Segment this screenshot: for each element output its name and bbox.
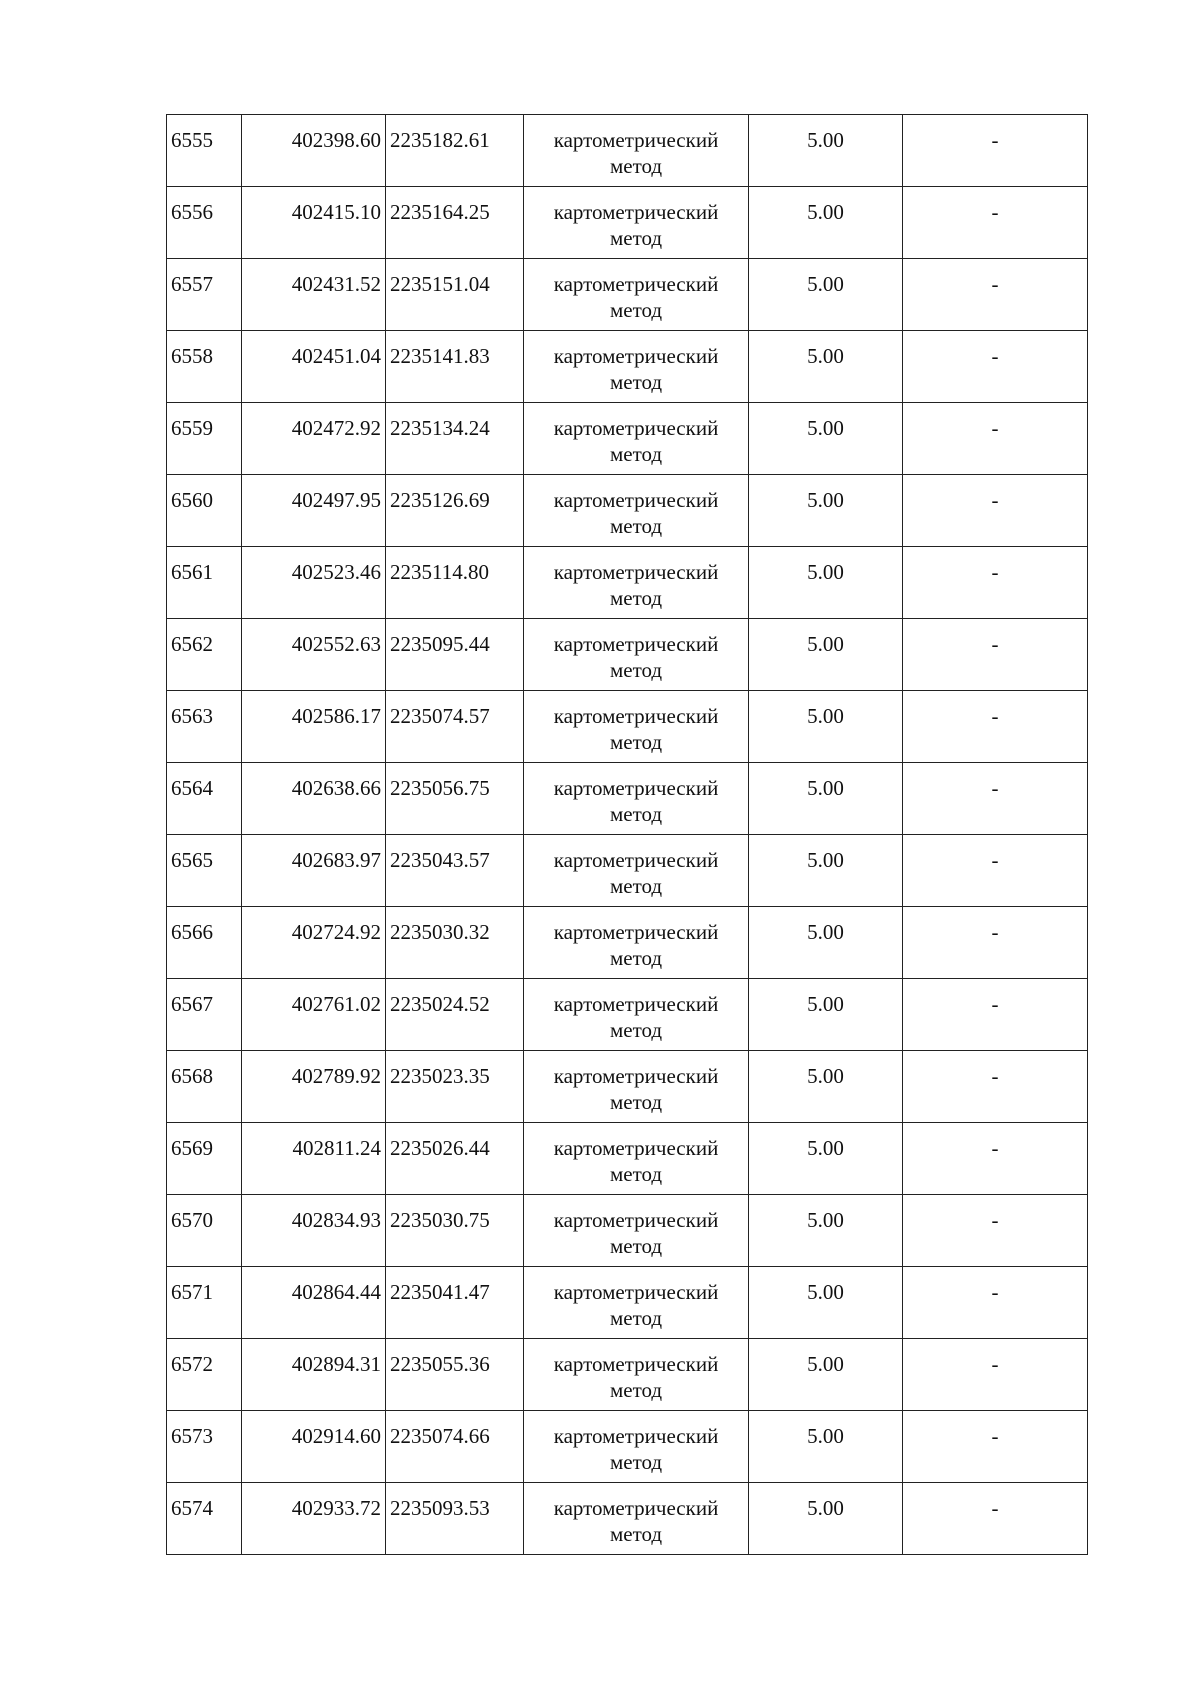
accuracy-cell: 5.00 [749, 1123, 903, 1195]
method-text-line2: метод [609, 226, 663, 250]
x-coordinate-cell: 402451.04 [242, 331, 386, 403]
point-number-cell: 6574 [167, 1483, 242, 1555]
method-text-line1: картометрический [553, 848, 719, 872]
method-text-line2: метод [609, 1306, 663, 1330]
x-coordinate-cell: 402761.02 [242, 979, 386, 1051]
note-cell: - [903, 763, 1088, 835]
method-text-line1: картометрический [553, 1064, 719, 1088]
accuracy-cell: 5.00 [749, 115, 903, 187]
table-row [167, 1123, 1088, 1195]
y-coordinate-cell: 2235074.57 [386, 691, 524, 763]
accuracy-cell: 5.00 [749, 835, 903, 907]
method-cell [524, 1483, 749, 1555]
point-number-cell: 6565 [167, 835, 242, 907]
x-coordinate-cell: 402834.93 [242, 1195, 386, 1267]
table-row [167, 619, 1088, 691]
note-cell: - [903, 1195, 1088, 1267]
table-row [167, 1267, 1088, 1339]
method-text-line1: картометрический [553, 344, 719, 368]
method-text-line1: картометрический [553, 1424, 719, 1448]
x-coordinate-cell: 402894.31 [242, 1339, 386, 1411]
method-cell [524, 475, 749, 547]
note-cell: - [903, 1339, 1088, 1411]
method-cell [524, 979, 749, 1051]
accuracy-cell: 5.00 [749, 547, 903, 619]
table-row [167, 403, 1088, 475]
accuracy-cell: 5.00 [749, 259, 903, 331]
method-text-line1: картометрический [553, 1352, 719, 1376]
y-coordinate-cell: 2235023.35 [386, 1051, 524, 1123]
accuracy-cell: 5.00 [749, 979, 903, 1051]
method-cell [524, 403, 749, 475]
note-cell: - [903, 1267, 1088, 1339]
table-row [167, 187, 1088, 259]
method-text-line2: метод [609, 802, 663, 826]
x-coordinate-cell: 402933.72 [242, 1483, 386, 1555]
method-text-line1: картометрический [553, 920, 719, 944]
x-coordinate-cell: 402523.46 [242, 547, 386, 619]
x-coordinate-cell: 402415.10 [242, 187, 386, 259]
point-number-cell: 6569 [167, 1123, 242, 1195]
table-row [167, 763, 1088, 835]
method-cell [524, 1195, 749, 1267]
y-coordinate-cell: 2235093.53 [386, 1483, 524, 1555]
x-coordinate-cell: 402398.60 [242, 115, 386, 187]
note-cell: - [903, 691, 1088, 763]
table-row [167, 115, 1088, 187]
point-number-cell: 6558 [167, 331, 242, 403]
method-text-line2: метод [609, 1378, 663, 1402]
method-text-line2: метод [609, 1522, 663, 1546]
point-number-cell: 6556 [167, 187, 242, 259]
method-text-line2: метод [609, 298, 663, 322]
note-cell: - [903, 331, 1088, 403]
method-cell [524, 547, 749, 619]
note-cell: - [903, 259, 1088, 331]
method-text-line2: метод [609, 1234, 663, 1258]
method-cell [524, 619, 749, 691]
method-text-line1: картометрический [553, 992, 719, 1016]
table-row [167, 1483, 1088, 1555]
accuracy-cell: 5.00 [749, 691, 903, 763]
accuracy-cell: 5.00 [749, 1051, 903, 1123]
method-cell [524, 259, 749, 331]
method-text-line1: картометрический [553, 704, 719, 728]
table-row [167, 1411, 1088, 1483]
method-text-line1: картометрический [553, 632, 719, 656]
method-text-line2: метод [609, 586, 663, 610]
point-number-cell: 6559 [167, 403, 242, 475]
note-cell: - [903, 979, 1088, 1051]
x-coordinate-cell: 402811.24 [242, 1123, 386, 1195]
method-cell [524, 691, 749, 763]
method-text-line1: картометрический [553, 272, 719, 296]
method-text-line2: метод [609, 874, 663, 898]
method-cell [524, 1123, 749, 1195]
method-text-line2: метод [609, 1018, 663, 1042]
method-text-line2: метод [609, 1450, 663, 1474]
x-coordinate-cell: 402586.17 [242, 691, 386, 763]
table-row [167, 907, 1088, 979]
method-text-line1: картометрический [553, 128, 719, 152]
method-cell [524, 1339, 749, 1411]
note-cell: - [903, 187, 1088, 259]
y-coordinate-cell: 2235074.66 [386, 1411, 524, 1483]
y-coordinate-cell: 2235141.83 [386, 331, 524, 403]
method-text-line1: картометрический [553, 488, 719, 512]
x-coordinate-cell: 402724.92 [242, 907, 386, 979]
method-text-line2: метод [609, 946, 663, 970]
method-text-line2: метод [609, 442, 663, 466]
accuracy-cell: 5.00 [749, 907, 903, 979]
method-text-line2: метод [609, 154, 663, 178]
accuracy-cell: 5.00 [749, 763, 903, 835]
method-text-line1: картометрический [553, 416, 719, 440]
accuracy-cell: 5.00 [749, 331, 903, 403]
note-cell: - [903, 1483, 1088, 1555]
point-number-cell: 6570 [167, 1195, 242, 1267]
y-coordinate-cell: 2235055.36 [386, 1339, 524, 1411]
point-number-cell: 6561 [167, 547, 242, 619]
y-coordinate-cell: 2235030.75 [386, 1195, 524, 1267]
x-coordinate-cell: 402683.97 [242, 835, 386, 907]
point-number-cell: 6567 [167, 979, 242, 1051]
point-number-cell: 6557 [167, 259, 242, 331]
table-row [167, 835, 1088, 907]
y-coordinate-cell: 2235126.69 [386, 475, 524, 547]
method-text-line1: картометрический [553, 776, 719, 800]
accuracy-cell: 5.00 [749, 1339, 903, 1411]
table-row [167, 1051, 1088, 1123]
method-cell [524, 115, 749, 187]
x-coordinate-cell: 402864.44 [242, 1267, 386, 1339]
point-number-cell: 6560 [167, 475, 242, 547]
method-cell [524, 907, 749, 979]
note-cell: - [903, 1123, 1088, 1195]
table-row [167, 475, 1088, 547]
y-coordinate-cell: 2235024.52 [386, 979, 524, 1051]
table-row [167, 259, 1088, 331]
note-cell: - [903, 619, 1088, 691]
coordinates-table [166, 114, 1088, 1555]
accuracy-cell: 5.00 [749, 403, 903, 475]
note-cell: - [903, 115, 1088, 187]
y-coordinate-cell: 2235114.80 [386, 547, 524, 619]
accuracy-cell: 5.00 [749, 1195, 903, 1267]
point-number-cell: 6555 [167, 115, 242, 187]
accuracy-cell: 5.00 [749, 475, 903, 547]
method-text-line2: метод [609, 370, 663, 394]
point-number-cell: 6563 [167, 691, 242, 763]
accuracy-cell: 5.00 [749, 1483, 903, 1555]
method-text-line2: метод [609, 658, 663, 682]
accuracy-cell: 5.00 [749, 619, 903, 691]
method-text-line2: метод [609, 1090, 663, 1114]
point-number-cell: 6562 [167, 619, 242, 691]
method-text-line2: метод [609, 1162, 663, 1186]
table-row [167, 691, 1088, 763]
x-coordinate-cell: 402789.92 [242, 1051, 386, 1123]
method-text-line1: картометрический [553, 200, 719, 224]
note-cell: - [903, 547, 1088, 619]
method-text-line1: картометрический [553, 1280, 719, 1304]
method-text-line1: картометрический [553, 1496, 719, 1520]
point-number-cell: 6566 [167, 907, 242, 979]
table-row [167, 1195, 1088, 1267]
accuracy-cell: 5.00 [749, 1411, 903, 1483]
point-number-cell: 6564 [167, 763, 242, 835]
method-cell [524, 1267, 749, 1339]
note-cell: - [903, 475, 1088, 547]
note-cell: - [903, 835, 1088, 907]
y-coordinate-cell: 2235095.44 [386, 619, 524, 691]
method-text-line2: метод [609, 730, 663, 754]
y-coordinate-cell: 2235043.57 [386, 835, 524, 907]
method-cell [524, 1411, 749, 1483]
method-cell [524, 331, 749, 403]
x-coordinate-cell: 402472.92 [242, 403, 386, 475]
table-row [167, 979, 1088, 1051]
y-coordinate-cell: 2235026.44 [386, 1123, 524, 1195]
table-row [167, 331, 1088, 403]
method-cell [524, 1051, 749, 1123]
point-number-cell: 6571 [167, 1267, 242, 1339]
x-coordinate-cell: 402914.60 [242, 1411, 386, 1483]
point-number-cell: 6568 [167, 1051, 242, 1123]
table-row [167, 547, 1088, 619]
table-row [167, 1339, 1088, 1411]
method-text-line1: картометрический [553, 1208, 719, 1232]
y-coordinate-cell: 2235056.75 [386, 763, 524, 835]
y-coordinate-cell: 2235151.04 [386, 259, 524, 331]
y-coordinate-cell: 2235134.24 [386, 403, 524, 475]
accuracy-cell: 5.00 [749, 1267, 903, 1339]
point-number-cell: 6573 [167, 1411, 242, 1483]
x-coordinate-cell: 402497.95 [242, 475, 386, 547]
y-coordinate-cell: 2235164.25 [386, 187, 524, 259]
note-cell: - [903, 1411, 1088, 1483]
note-cell: - [903, 907, 1088, 979]
table-body [167, 115, 1088, 1555]
x-coordinate-cell: 402431.52 [242, 259, 386, 331]
method-text-line2: метод [609, 514, 663, 538]
accuracy-cell: 5.00 [749, 187, 903, 259]
point-number-cell: 6572 [167, 1339, 242, 1411]
y-coordinate-cell: 2235041.47 [386, 1267, 524, 1339]
note-cell: - [903, 1051, 1088, 1123]
x-coordinate-cell: 402552.63 [242, 619, 386, 691]
x-coordinate-cell: 402638.66 [242, 763, 386, 835]
y-coordinate-cell: 2235182.61 [386, 115, 524, 187]
y-coordinate-cell: 2235030.32 [386, 907, 524, 979]
method-cell [524, 835, 749, 907]
method-text-line1: картометрический [553, 560, 719, 584]
method-cell [524, 187, 749, 259]
method-text-line1: картометрический [553, 1136, 719, 1160]
note-cell: - [903, 403, 1088, 475]
method-cell [524, 763, 749, 835]
